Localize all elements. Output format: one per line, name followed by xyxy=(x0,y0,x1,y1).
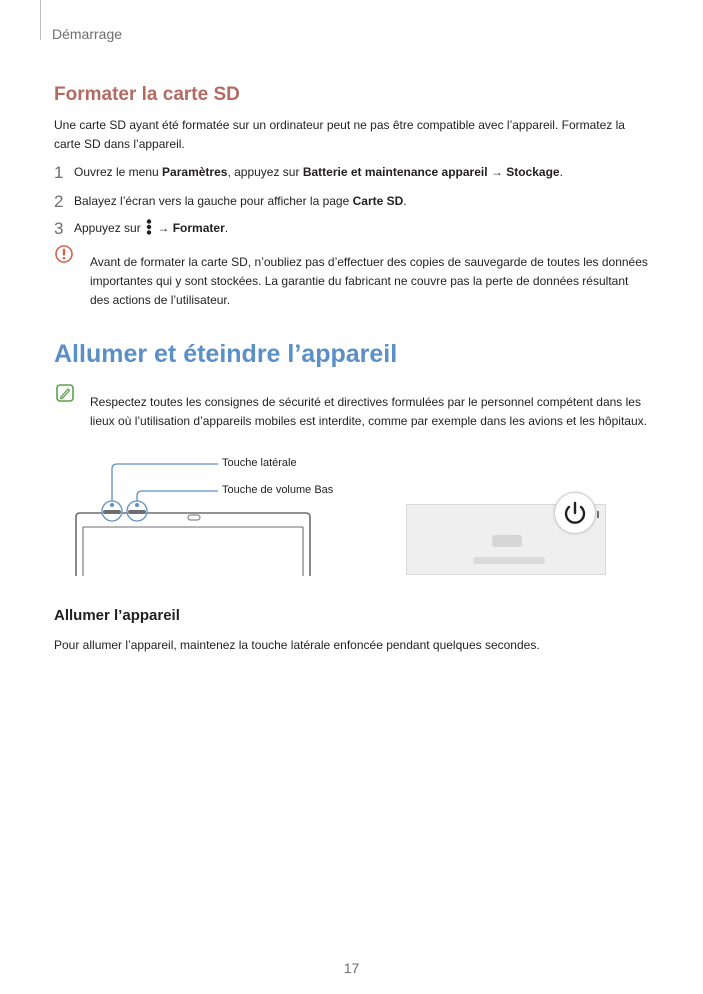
page-number: 17 xyxy=(343,960,360,976)
step-1 xyxy=(54,163,563,182)
step-number: 1 xyxy=(54,163,64,182)
step-text: Balayez l’écran vers la gauche pour afficher la page xyxy=(74,194,353,208)
caution-icon xyxy=(55,245,73,263)
blurred-time xyxy=(492,535,522,547)
step-text: . xyxy=(559,165,563,179)
format-sd-intro: Une carte SD ayant été formatée sur un ordinateur peut ne pas être compatible avec l’appareil. Formatez la carte SD dans l’appareil. xyxy=(54,118,625,151)
step-number: 3 xyxy=(54,219,64,238)
menu-formater: Formater xyxy=(172,221,225,235)
note-text: Respectez toutes les consignes de sécurité et directives formulées par le personnel compétent dans les lieux où l’utilisation d’appareils mobiles est interdite, comme par exemple dans les avions et les hôpitaux. xyxy=(90,395,647,428)
menu-stockage: Stockage xyxy=(506,165,560,179)
page-carte-sd: Carte SD xyxy=(352,194,404,208)
step-text: Appuyez sur xyxy=(74,221,145,235)
step-text: Ouvrez le menu xyxy=(74,165,163,179)
label-side-key: Touche latérale xyxy=(222,457,297,469)
running-header: Démarrage xyxy=(52,26,123,42)
power-on-text: Pour allumer l’appareil, maintenez la touche latérale enfoncée pendant quelques secondes. xyxy=(54,638,540,652)
arrow: → xyxy=(487,165,507,179)
menu-parametres: Paramètres xyxy=(162,165,228,179)
more-options-icon xyxy=(146,219,152,235)
power-on-title: Allumer l’appareil xyxy=(54,607,180,624)
label-volume-down-key: Touche de volume Bas xyxy=(222,484,334,496)
power-button[interactable] xyxy=(554,492,596,534)
power-icon xyxy=(555,493,595,533)
margin-line xyxy=(40,0,41,40)
step-2 xyxy=(54,192,407,211)
note-icon xyxy=(56,384,74,402)
menu-batterie-maintenance: Batterie et maintenance appareil xyxy=(302,165,488,179)
device-illustration xyxy=(60,455,330,580)
side-indicator xyxy=(597,511,599,518)
arrow: → xyxy=(154,221,173,235)
step-number: 2 xyxy=(54,192,64,211)
format-sd-title: Formater la carte SD xyxy=(54,84,240,105)
step-text: , appuyez sur xyxy=(227,165,303,179)
step-3 xyxy=(54,219,228,238)
power-section-title: Allumer et éteindre l’appareil xyxy=(54,340,398,368)
step-text: . xyxy=(403,194,407,208)
caution-text: Avant de formater la carte SD, n’oubliez pas d’effectuer des copies de sauvegarde de toutes les données importantes qui y sont stockées. La garantie du fabricant ne couvre pas la perte de données résultant des actions de l’utilisateur. xyxy=(90,255,648,307)
blurred-caption xyxy=(473,557,545,564)
step-text: . xyxy=(224,221,229,235)
